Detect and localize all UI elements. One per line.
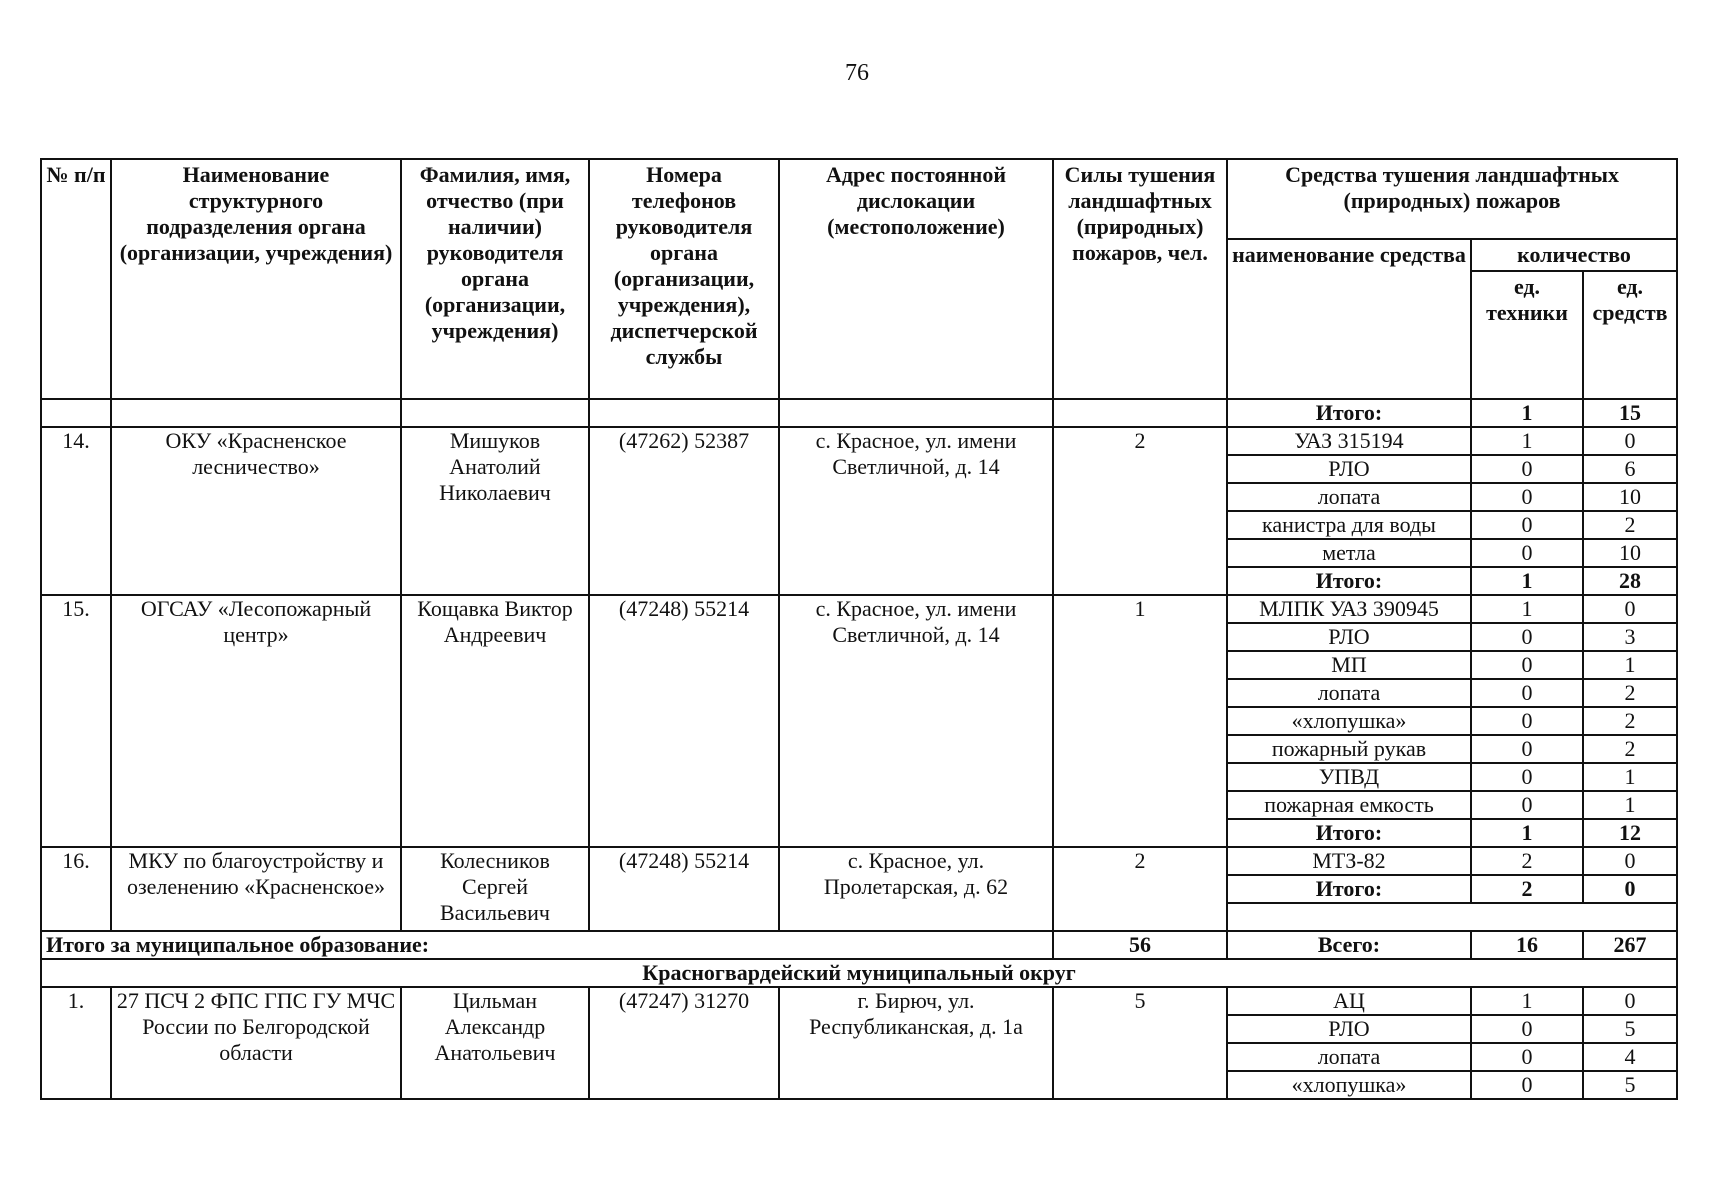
means-qty: 0	[1583, 847, 1677, 875]
org-head: Кощавка Виктор Андреевич	[401, 595, 589, 847]
header-quantity: количество	[1471, 239, 1677, 271]
means-qty: 1	[1583, 651, 1677, 679]
means-qty: 2	[1583, 679, 1677, 707]
means-qty: 5	[1583, 1015, 1677, 1043]
header-num: № п/п	[41, 159, 111, 399]
means-name: МП	[1227, 651, 1471, 679]
page-number: 76	[845, 60, 869, 86]
org-phone: (47262) 52387	[589, 427, 779, 595]
header-means-name: наименование средства	[1227, 239, 1471, 399]
means-qty: 10	[1583, 483, 1677, 511]
means-tech: 1	[1471, 987, 1583, 1015]
means-tech: 0	[1471, 735, 1583, 763]
means-qty: 10	[1583, 539, 1677, 567]
municipal-total-row	[41, 931, 1677, 959]
org-total-means: 28	[1583, 567, 1677, 595]
org-total-label: Итого:	[1227, 875, 1471, 903]
means-tech: 0	[1471, 455, 1583, 483]
means-name: пожарная емкость	[1227, 791, 1471, 819]
table-row	[41, 847, 1677, 875]
means-qty: 2	[1583, 707, 1677, 735]
org-name: 27 ПСЧ 2 ФПС ГПС ГУ МЧС России по Белгородской области	[111, 987, 401, 1099]
means-name: РЛО	[1227, 455, 1471, 483]
means-name: АЦ	[1227, 987, 1471, 1015]
org-address: с. Красное, ул. имени Светличной, д. 14	[779, 427, 1053, 595]
org-total-label: Итого:	[1227, 819, 1471, 847]
means-qty: 4	[1583, 1043, 1677, 1071]
means-tech: 0	[1471, 1071, 1583, 1099]
means-qty: 0	[1583, 987, 1677, 1015]
carry-total-row	[41, 399, 1677, 427]
org-address: с. Красное, ул. Пролетарская, д. 62	[779, 847, 1053, 931]
means-tech: 1	[1471, 427, 1583, 455]
means-tech: 0	[1471, 539, 1583, 567]
means-name: лопата	[1227, 679, 1471, 707]
table-row	[41, 427, 1677, 455]
carry-total-means: 15	[1583, 399, 1677, 427]
means-qty: 1	[1583, 763, 1677, 791]
means-tech: 0	[1471, 623, 1583, 651]
means-name: канистра для воды	[1227, 511, 1471, 539]
org-head: Цильман Александр Анатольевич	[401, 987, 589, 1099]
municipal-all-label: Всего:	[1227, 931, 1471, 959]
org-forces: 5	[1053, 987, 1227, 1099]
means-qty: 0	[1583, 427, 1677, 455]
means-tech: 2	[1471, 847, 1583, 875]
org-phone: (47247) 31270	[589, 987, 779, 1099]
org-head: Колесников Сергей Васильевич	[401, 847, 589, 931]
means-name: пожарный рукав	[1227, 735, 1471, 763]
header-address: Адрес постоянной дислокации (местоположение)	[779, 159, 1053, 399]
table-body	[41, 399, 1677, 1099]
org-num: 15.	[41, 595, 111, 847]
fire-means-table	[40, 158, 1678, 1100]
org-name: ОКУ «Красненское лесничество»	[111, 427, 401, 595]
org-total-means: 0	[1583, 875, 1677, 903]
header-phones: Номера телефонов руководителя органа (организации, учреждения), диспетчерской службы	[589, 159, 779, 399]
means-tech: 0	[1471, 707, 1583, 735]
means-tech: 0	[1471, 763, 1583, 791]
means-tech: 0	[1471, 791, 1583, 819]
org-name: ОГСАУ «Лесопожарный центр»	[111, 595, 401, 847]
means-tech: 0	[1471, 679, 1583, 707]
org-num: 14.	[41, 427, 111, 595]
org-address: с. Красное, ул. имени Светличной, д. 14	[779, 595, 1053, 847]
means-name: МТЗ-82	[1227, 847, 1471, 875]
org-forces: 2	[1053, 427, 1227, 595]
municipal-total-label: Итого за муниципальное образование:	[41, 931, 1053, 959]
district-title: Красногвардейский муниципальный округ	[41, 959, 1677, 987]
means-tech: 0	[1471, 1015, 1583, 1043]
means-name: УАЗ 315194	[1227, 427, 1471, 455]
org-num: 16.	[41, 847, 111, 931]
empty-cell	[1227, 903, 1677, 931]
org-total-means: 12	[1583, 819, 1677, 847]
means-qty: 2	[1583, 511, 1677, 539]
means-name: метла	[1227, 539, 1471, 567]
means-name: УПВД	[1227, 763, 1471, 791]
org-total-tech: 2	[1471, 875, 1583, 903]
means-name: «хлопушка»	[1227, 707, 1471, 735]
municipal-total-tech: 16	[1471, 931, 1583, 959]
means-tech: 0	[1471, 651, 1583, 679]
means-tech: 0	[1471, 511, 1583, 539]
means-tech: 0	[1471, 483, 1583, 511]
header-qty-means: ед. средств	[1583, 271, 1677, 399]
means-qty: 6	[1583, 455, 1677, 483]
district-row	[41, 959, 1677, 987]
means-name: РЛО	[1227, 1015, 1471, 1043]
header-head: Фамилия, имя, отчество (при наличии) руководителя органа (организации, учреждения)	[401, 159, 589, 399]
org-total-tech: 1	[1471, 567, 1583, 595]
carry-total-tech: 1	[1471, 399, 1583, 427]
means-tech: 1	[1471, 595, 1583, 623]
means-name: МЛПК УАЗ 390945	[1227, 595, 1471, 623]
municipal-total-forces: 56	[1053, 931, 1227, 959]
carry-total-label: Итого:	[1227, 399, 1471, 427]
org-total-tech: 1	[1471, 819, 1583, 847]
means-qty: 5	[1583, 1071, 1677, 1099]
means-qty: 2	[1583, 735, 1677, 763]
means-name: «хлопушка»	[1227, 1071, 1471, 1099]
table-row	[41, 987, 1677, 1015]
org-head: Мишуков Анатолий Николаевич	[401, 427, 589, 595]
means-tech: 0	[1471, 1043, 1583, 1071]
org-total-label: Итого:	[1227, 567, 1471, 595]
org-address: г. Бирюч, ул. Республиканская, д. 1а	[779, 987, 1053, 1099]
org-forces: 2	[1053, 847, 1227, 931]
table-row	[41, 595, 1677, 623]
header-forces: Силы тушения ландшафтных (природных) пожаров, чел.	[1053, 159, 1227, 399]
means-name: лопата	[1227, 1043, 1471, 1071]
means-qty: 0	[1583, 595, 1677, 623]
header-unit: Наименование структурного подразделения органа (организации, учреждения)	[111, 159, 401, 399]
org-num: 1.	[41, 987, 111, 1099]
means-name: РЛО	[1227, 623, 1471, 651]
header-means-group: Средства тушения ландшафтных (природных) пожаров	[1227, 159, 1677, 239]
org-name: МКУ по благоустройству и озеленению «Красненское»	[111, 847, 401, 931]
org-phone: (47248) 55214	[589, 847, 779, 931]
org-forces: 1	[1053, 595, 1227, 847]
header-qty-tech: ед. техники	[1471, 271, 1583, 399]
means-qty: 1	[1583, 791, 1677, 819]
means-name: лопата	[1227, 483, 1471, 511]
means-qty: 3	[1583, 623, 1677, 651]
municipal-total-means: 267	[1583, 931, 1677, 959]
org-phone: (47248) 55214	[589, 595, 779, 847]
